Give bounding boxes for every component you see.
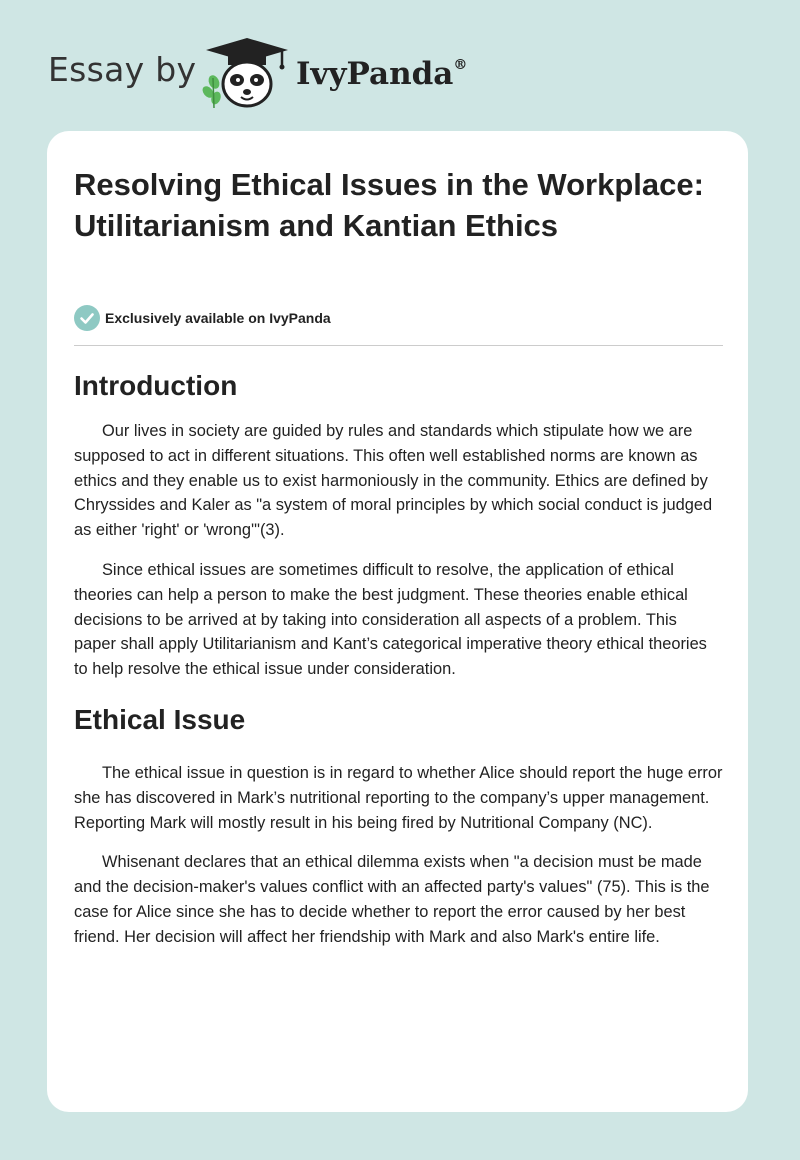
- essay-title: Resolving Ethical Issues in the Workplace: Utilitarianism and Kantian Ethics: [74, 167, 704, 243]
- panda-graduate-logo-icon[interactable]: [200, 36, 294, 112]
- brand-name[interactable]: [296, 56, 467, 92]
- site-header: [0, 0, 800, 120]
- title-divider: [74, 345, 723, 346]
- exclusive-badge-label: Exclusively available on IvyPanda: [105, 310, 331, 326]
- check-circle-icon: [74, 305, 100, 331]
- paragraph: Since ethical issues are sometimes difficult to resolve, the application of ethical theories can help a person to make the best judgment. These theories enable ethical decisions to be arrived at by taking into consideration all aspects of a problem. This paper shall apply Utilitarianism and Kant’s categorical imperative theory ethical theories to help resolve the ethical issue under consideration.: [74, 560, 707, 679]
- section-heading-introduction: Introduction: [74, 370, 238, 401]
- brand-text: IvyPanda: [296, 56, 454, 92]
- section-heading-ethical-issue: Ethical Issue: [74, 703, 246, 735]
- paragraph: Whisenant declares that an ethical dilemma exists when "a decision must be made and the decision-maker's values conflict with an affected party's values" (75). This is the case for Alice since she has to decide whether to report the error caused by her best friend. Her decision will affect her friendship with Mark and also Mark's entire life.: [74, 853, 710, 946]
- essay-by-label: Essay by: [48, 50, 197, 89]
- paragraph: The ethical issue in question is in regard to whether Alice should report the huge error she has discovered in Mark’s nutritional reporting to the company’s upper management. Reporting Mark will mostly result in his being fired by Nutritional Company (NC).: [74, 763, 723, 832]
- essay-card: [47, 131, 748, 1112]
- registered-mark: ®: [453, 56, 468, 73]
- essay-body: [74, 361, 723, 950]
- paragraph: Our lives in society are guided by rules and standards which stipulate how we are supposed to act in different situations. This often well established norms are known as ethics and they enable us to exist harmoniously in the community. Ethics are defined by Chryssides and Kaler as "a system of moral principles by which social conduct is judged as either 'right' or 'wrong'"(3).: [74, 422, 713, 540]
